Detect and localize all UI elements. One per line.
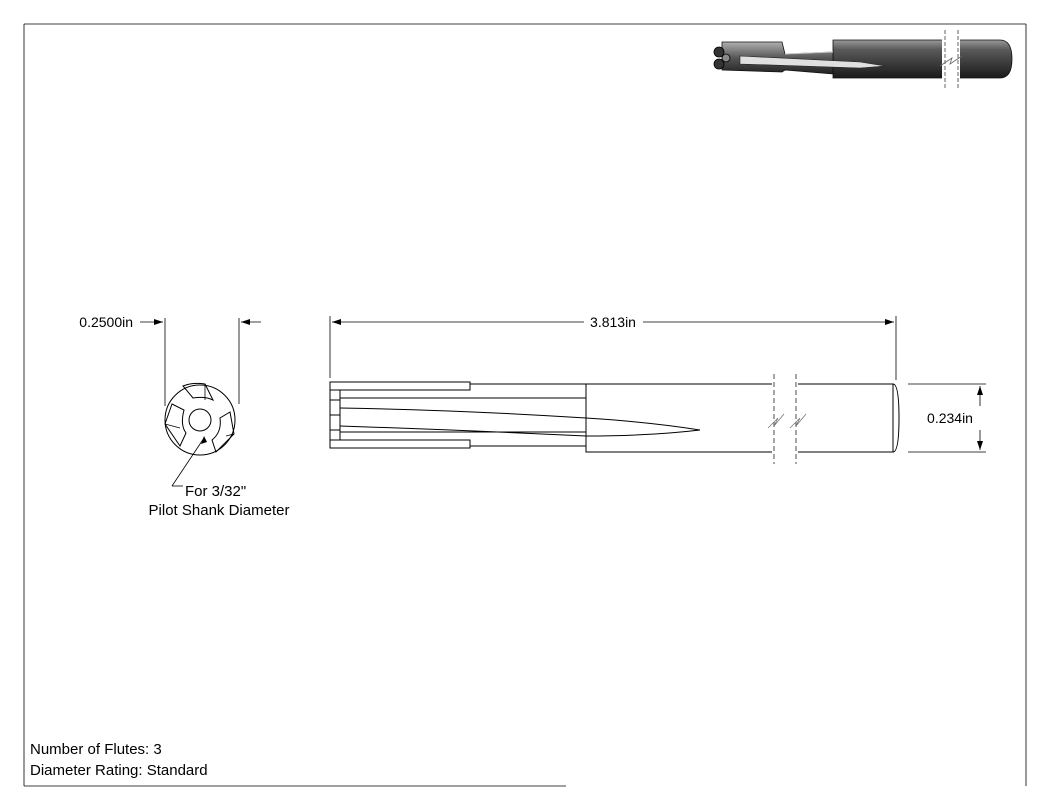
- notes-block: [30, 741, 208, 779]
- flutes-note: Number of Flutes: 3: [30, 741, 162, 758]
- shank-diameter-label: 0.234in: [927, 410, 973, 426]
- cutting-diameter-label: 0.2500in: [79, 314, 133, 330]
- cutting-diameter-dimension: [79, 314, 261, 406]
- callout-line-1: For 3/32": [185, 483, 247, 500]
- overall-length-label: 3.813in: [590, 314, 636, 330]
- side-view: [330, 374, 899, 464]
- callout-line-2: Pilot Shank Diameter: [148, 502, 290, 519]
- overall-length-dimension: [330, 314, 896, 380]
- diameter-rating-note: Diameter Rating: Standard: [30, 762, 208, 779]
- shank-diameter-dimension: [908, 384, 986, 452]
- isometric-view: [714, 30, 1012, 88]
